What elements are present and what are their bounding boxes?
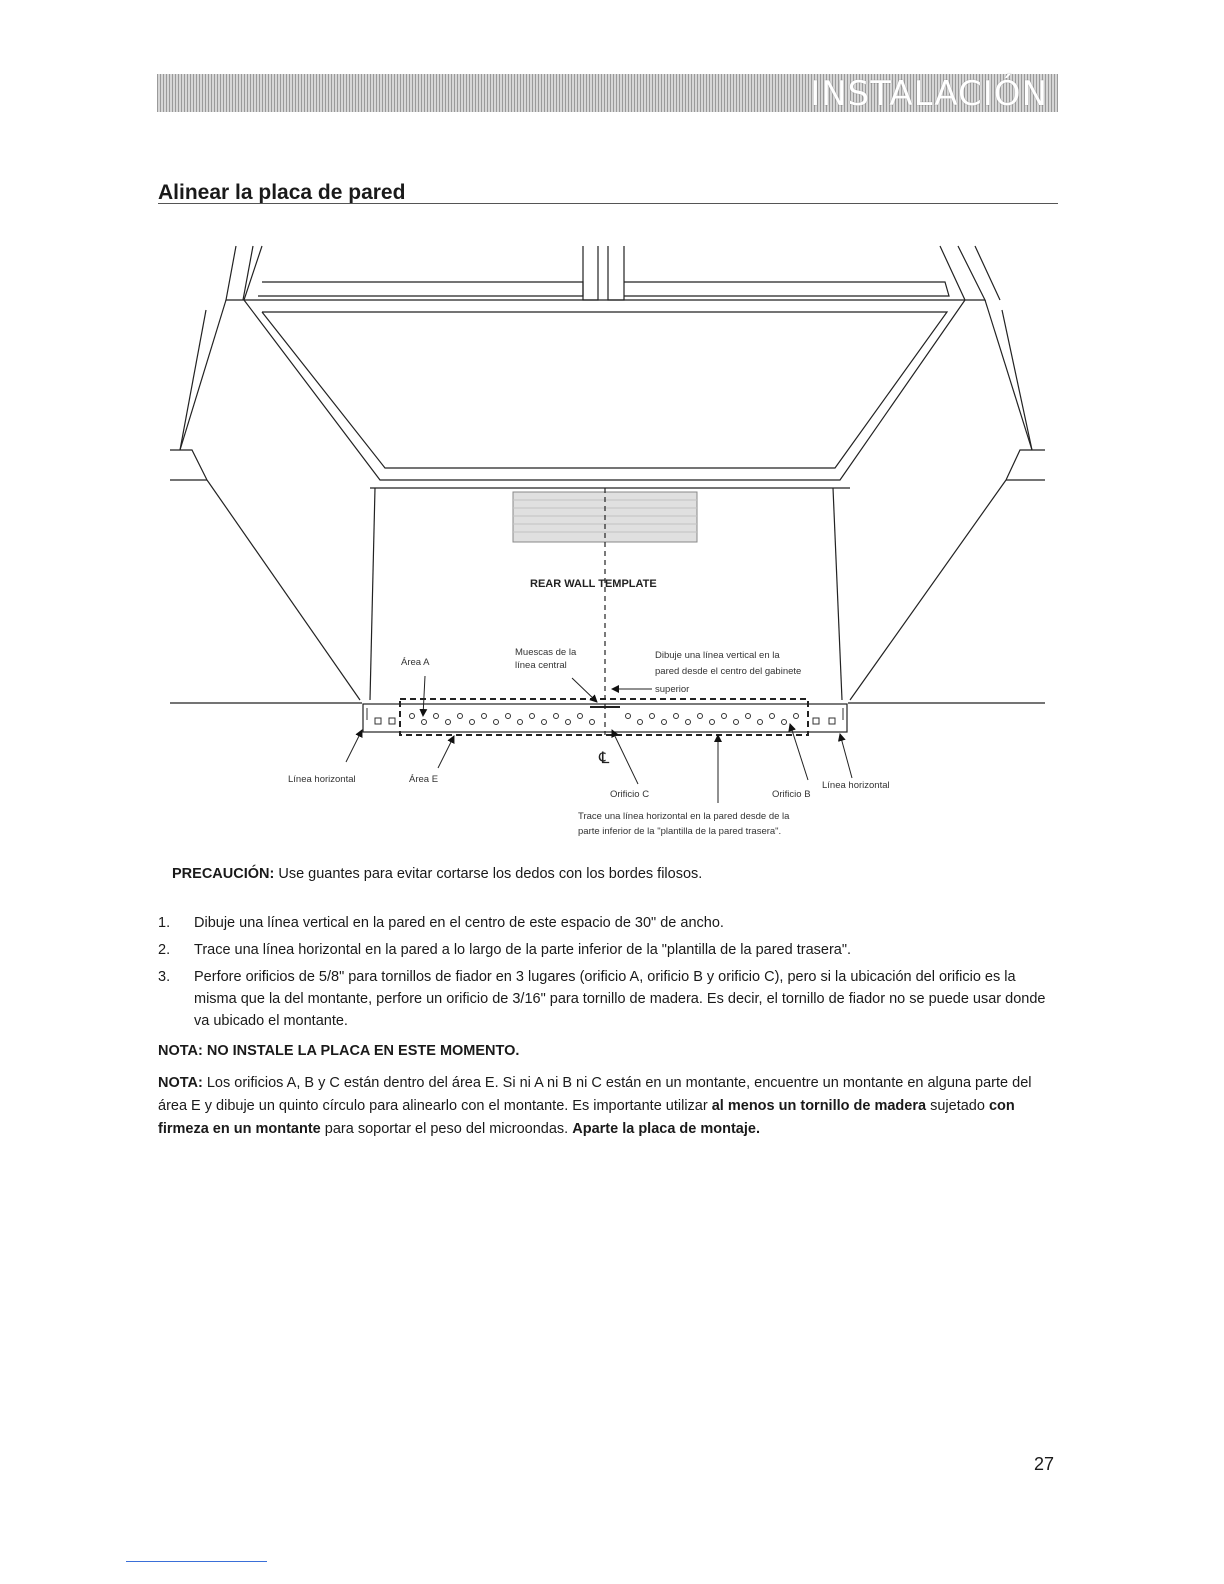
trace-label-2: parte inferior de la "plantilla de la pared trasera". <box>578 826 782 837</box>
trace-label-1: Trace una línea horizontal en la pared desde de la <box>578 811 790 822</box>
step-item <box>158 939 1058 961</box>
template-label: REAR WALL TEMPLATE <box>530 578 657 590</box>
step-text: Dibuje una línea vertical en la pared en el centro de este espacio de 30" de ancho. <box>194 915 724 931</box>
page-number: 27 <box>1034 1454 1055 1474</box>
vertical-line-label-3: superior <box>655 684 690 695</box>
horizontal-line-left-label: Línea horizontal <box>288 774 356 785</box>
notches-label-2: línea central <box>515 660 567 671</box>
section-title: Alinear la placa de pared <box>158 181 406 204</box>
step-number: 1. <box>158 915 171 931</box>
hole-b-label: Orificio B <box>772 789 811 800</box>
caution-note <box>172 864 1052 884</box>
caution-label: PRECAUCIÓN: <box>172 866 275 882</box>
note-holes <box>158 1072 1063 1141</box>
caution-text: Use guantes para evitar cortarse los dedos con los bordes filosos. <box>274 866 703 882</box>
area-e-label: Área E <box>409 774 439 785</box>
footer-line <box>126 1561 267 1562</box>
step-text: Trace una línea horizontal en la pared a lo largo de la parte inferior de la "plantilla de la pared trasera". <box>194 942 852 958</box>
center-mark: ℄ <box>599 750 610 767</box>
note-bold-3: Aparte la placa de montaje. <box>572 1121 760 1137</box>
step-number: 3. <box>158 969 171 985</box>
note-label: NOTA: <box>158 1075 203 1091</box>
notches-label-1: Muescas de la <box>515 647 577 658</box>
instruction-steps <box>158 912 1058 1037</box>
hole-c-label: Orificio C <box>610 789 650 800</box>
note-bold-1: al menos un tornillo de madera <box>711 1098 927 1114</box>
note-text-1: Los orificios A, B y C están dentro del área E. Si ni A ni B ni C están en un montante, encuentre un montante en alguna parte del área E y dibuje un quinto círculo para alinearlo con el montante. Es importante utilizar <box>158 1075 1032 1114</box>
note-do-not-install: NOTA: NO INSTALE LA PLACA EN ESTE MOMENTO. <box>158 1043 520 1059</box>
vertical-line-label-2: pared desde el centro del gabinete <box>655 666 802 677</box>
note-text-2: sujetado <box>926 1098 989 1114</box>
cabinet-outline <box>170 246 1045 703</box>
step-item <box>158 966 1058 1032</box>
vertical-line-label-1: Dibuje una línea vertical en la <box>655 650 780 661</box>
step-text: Perfore orificios de 5/8" para tornillos de fiador en 3 lugares (orificio A, orificio B y orificio C), pero si la ubicación del orificio es la misma que la del montante, perfore un orificio de 3/16" para tornillo de madera. Es decir, el tornillo de fiador no se puede usar donde va ubicado el montante. <box>194 969 1046 1029</box>
banner-title: INSTALACIÓN <box>810 74 1048 114</box>
horizontal-line-right-label: Línea horizontal <box>822 780 890 791</box>
note-bold-2: con firmeza en un montante <box>158 1098 1015 1137</box>
step-number: 2. <box>158 942 171 958</box>
area-a-label: Área A <box>401 657 430 668</box>
note-text-3: para soportar el peso del microondas. <box>320 1121 573 1137</box>
step-item <box>158 912 1058 934</box>
